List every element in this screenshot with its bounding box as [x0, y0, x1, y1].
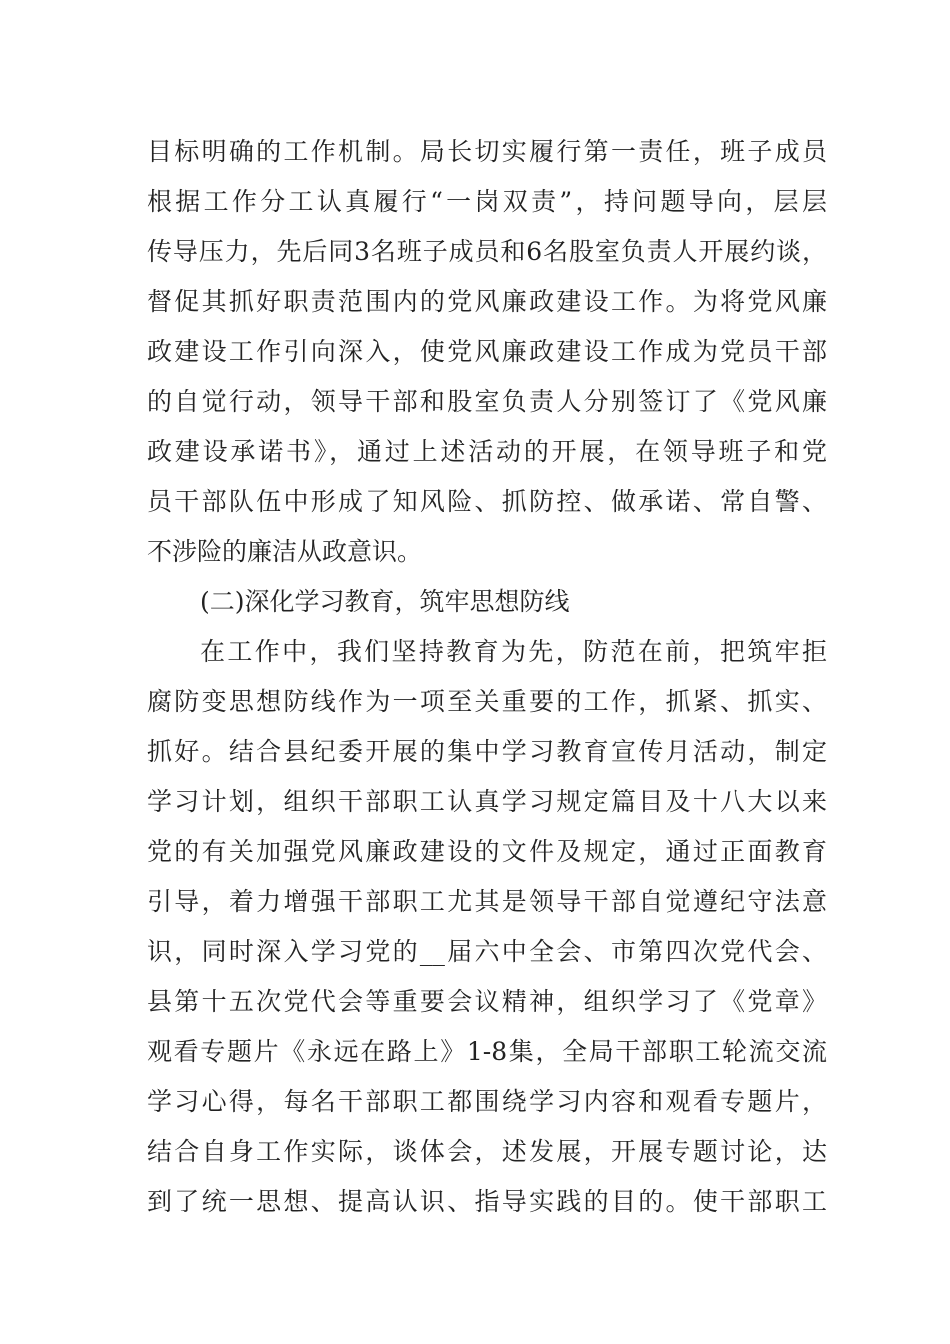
text-line: 学习计划，组织干部职工认真学习规定篇目及十八大以来: [147, 787, 827, 816]
text-line: 抓好。结合县纪委开展的集中学习教育宣传月活动，制定: [147, 737, 827, 766]
text-line: 督促其抓好职责范围内的党风廉政建设工作。为将党风廉: [147, 287, 827, 316]
text-line: 党的有关加强党风廉政建设的文件及规定，通过正面教育: [147, 837, 827, 866]
text-line: 在工作中，我们坚持教育为先，防范在前，把筑牢拒: [200, 637, 827, 666]
text-line: 员干部队伍中形成了知风险、抓防控、做承诺、常自警、: [147, 487, 827, 516]
text-line: 腐防变思想防线作为一项至关重要的工作，抓紧、抓实、: [147, 687, 827, 716]
text-line: 根据工作分工认真履行“一岗双责”，持问题导向，层层: [147, 187, 827, 216]
text-line: 不涉险的廉洁从政意识。: [147, 537, 423, 566]
text-line: 观看专题片《永远在路上》1-8集，全局干部职工轮流交流: [147, 1037, 827, 1066]
text-line: 结合自身工作实际，谈体会，述发展，开展专题讨论，达: [147, 1137, 827, 1166]
text-line: 目标明确的工作机制。局长切实履行第一责任，班子成员: [147, 137, 827, 166]
text-line: 政建设工作引向深入，使党风廉政建设工作成为党员干部: [147, 337, 827, 366]
text-line: 县第十五次党代会等重要会议精神，组织学习了《党章》: [147, 987, 827, 1016]
text-line: 到了统一思想、提高认识、指导实践的目的。使干部职工: [147, 1187, 827, 1216]
text-line: 政建设承诺书》，通过上述活动的开展，在领导班子和党: [147, 437, 827, 466]
text-line: 传导压力，先后同3名班子成员和6名股室负责人开展约谈，: [147, 237, 827, 266]
text-line: 引导，着力增强干部职工尤其是领导干部自觉遵纪守法意: [147, 887, 827, 916]
section-heading: (二)深化学习教育，筑牢思想防线: [200, 587, 570, 616]
text-line: 的自觉行动，领导干部和股室负责人分别签订了《党风廉: [147, 387, 827, 416]
text-line: 识，同时深入学习党的__届六中全会、市第四次党代会、: [147, 937, 827, 966]
text-line: 学习心得，每名干部职工都围绕学习内容和观看专题片，: [147, 1087, 827, 1116]
